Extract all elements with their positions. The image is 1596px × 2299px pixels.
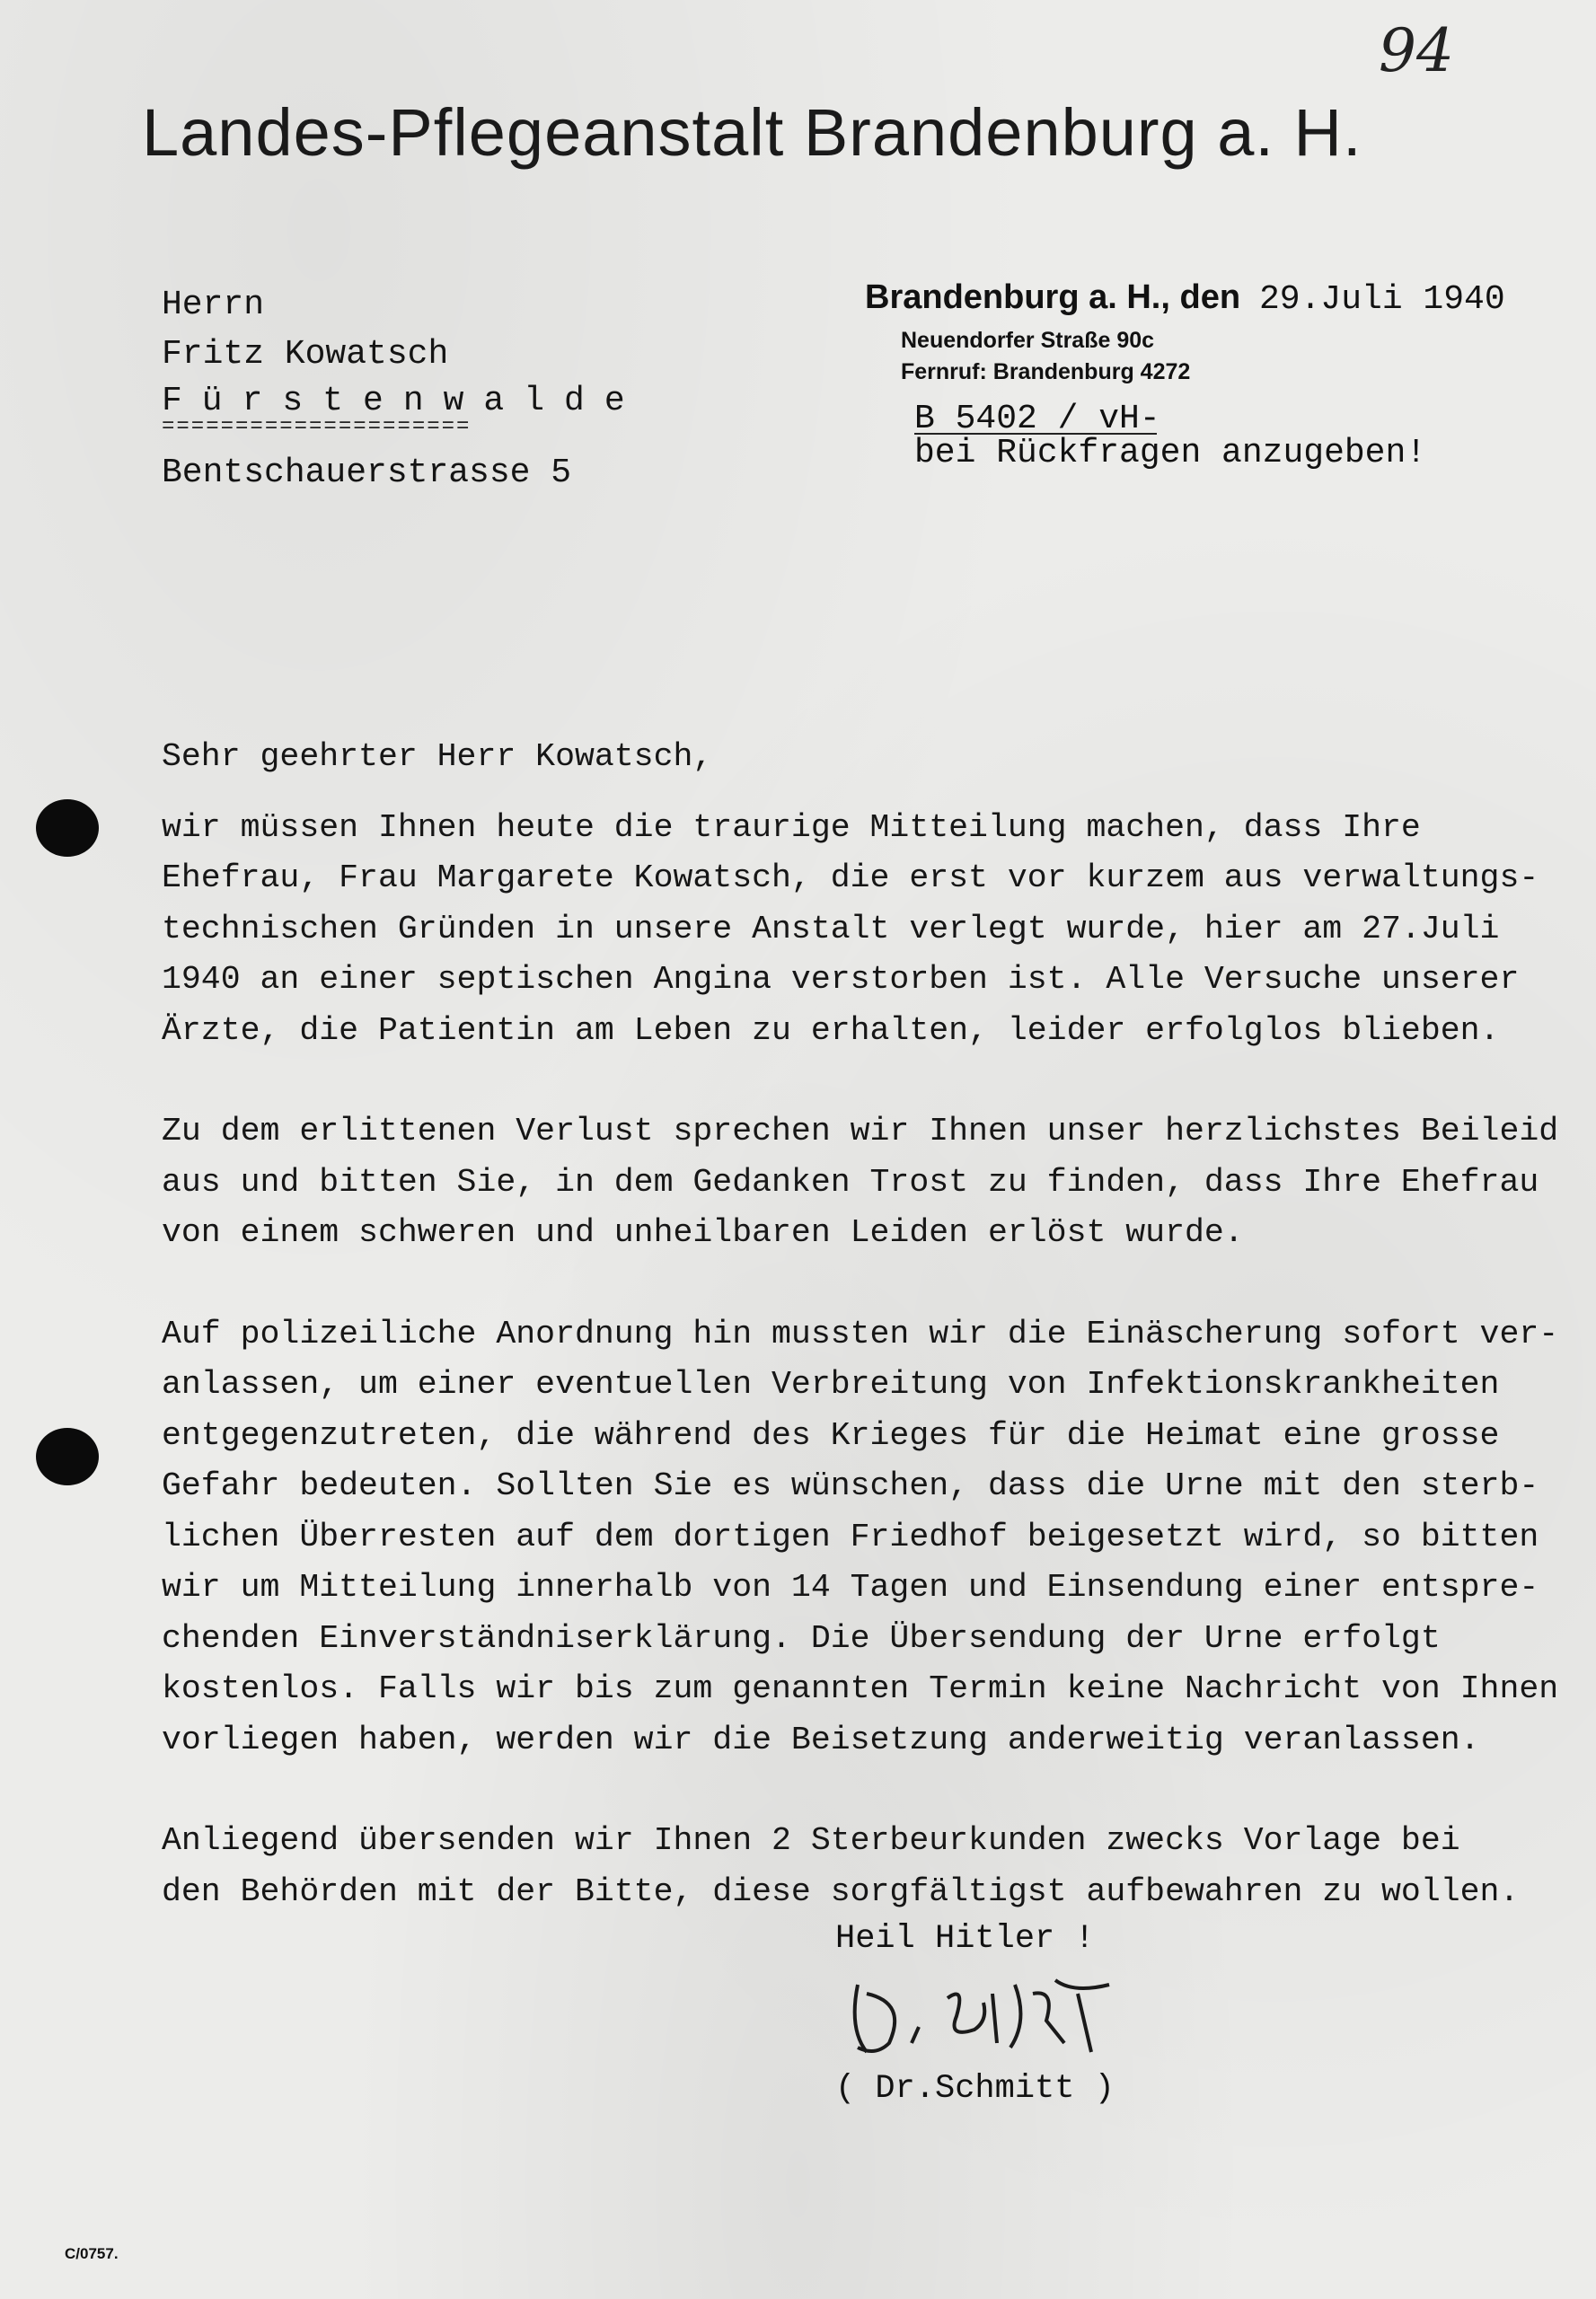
body-line: entgegenzutreten, die während des Krieges für die Heimat eine grosse [162, 1416, 1500, 1454]
punch-hole-upper [36, 799, 99, 857]
letter-date: 29.Juli 1940 [1259, 280, 1505, 319]
body-line: Ehefrau, Frau Margarete Kowatsch, die erst vor kurzem aus verwaltungs- [162, 859, 1539, 896]
archive-number: 94 [1379, 16, 1454, 85]
letter-body [162, 732, 1563, 1968]
body-line: wir um Mitteilung innerhalb von 14 Tagen und Einsendung einer entspre- [162, 1569, 1539, 1606]
body-line: anlassen, um einer eventuellen Verbreitung von Infektionskrankheiten [162, 1366, 1500, 1403]
letterhead-title: Landes-Pflegeanstalt Brandenburg a. H. [142, 95, 1362, 170]
body-line: technischen Gründen in unsere Anstalt verlegt wurde, hier am 27.Juli [162, 910, 1500, 947]
body-line: den Behörden mit der Bitte, diese sorgfältigst aufbewahren zu wollen. [162, 1872, 1520, 1910]
form-code: C/0757. [65, 2245, 119, 2262]
sender-street: Neuendorfer Straße 90c [901, 328, 1155, 353]
recipient-rule: ===================== [162, 415, 472, 439]
greeting: Sehr geehrter Herr Kowatsch, [162, 738, 713, 775]
body-line: Auf polizeiliche Anordnung hin mussten wir die Einäscherung sofort ver- [162, 1315, 1559, 1352]
paragraph-2 [162, 1106, 1563, 1259]
recipient-salutation: Herrn [162, 286, 265, 324]
body-line: lichen Überresten auf dem dortigen Friedhof beigesetzt wird, so bitten [162, 1518, 1539, 1555]
recipient-street: Bentschauerstrasse 5 [162, 454, 572, 492]
handwritten-signature [840, 1967, 1136, 2066]
body-line: wir müssen Ihnen heute die traurige Mitteilung machen, dass Ihre [162, 808, 1421, 846]
body-line: Anliegend übersenden wir Ihnen 2 Sterbeurkunden zwecks Vorlage bei [162, 1822, 1460, 1859]
body-line: aus und bitten Sie, in dem Gedanken Trost zu finden, dass Ihre Ehefrau [162, 1163, 1539, 1201]
body-line: chenden Einverständniserklärung. Die Übersendung der Urne erfolgt [162, 1619, 1441, 1657]
body-line: 1940 an einer septischen Angina verstorben ist. Alle Versuche unserer [162, 961, 1520, 998]
paragraph-1 [162, 803, 1563, 1057]
paragraph-3 [162, 1309, 1563, 1766]
body-line: vorliegen haben, werden wir die Beisetzung anderweitig veranlassen. [162, 1721, 1480, 1758]
body-line: Ärzte, die Patientin am Leben zu erhalten, leider erfolglos blieben. [162, 1011, 1500, 1049]
punch-hole-lower [36, 1428, 99, 1485]
closing-salutation: Heil Hitler ! [835, 1920, 1095, 1958]
signature-name: ( Dr.Schmitt ) [835, 2070, 1115, 2108]
paragraph-4 [162, 1816, 1563, 1917]
sender-phone: Fernruf: Brandenburg 4272 [901, 359, 1191, 384]
reference-note: bei Rückfragen anzugeben! [914, 434, 1427, 472]
sender-place: Brandenburg a. H., den [865, 278, 1241, 316]
body-line: kostenlos. Falls wir bis zum genannten Termin keine Nachricht von Ihnen [162, 1670, 1559, 1707]
body-line: von einem schweren und unheilbaren Leiden erlöst wurde. [162, 1214, 1244, 1251]
reference-number: B 5402 / vH- [914, 400, 1160, 438]
recipient-city: Fürstenwalde [162, 382, 645, 420]
body-line: Gefahr bedeuten. Sollten Sie es wünschen, dass die Urne mit den sterb- [162, 1467, 1539, 1504]
body-line: Zu dem erlittenen Verlust sprechen wir Ihnen unser herzlichstes Beileid [162, 1113, 1559, 1150]
recipient-name: Fritz Kowatsch [162, 335, 449, 374]
